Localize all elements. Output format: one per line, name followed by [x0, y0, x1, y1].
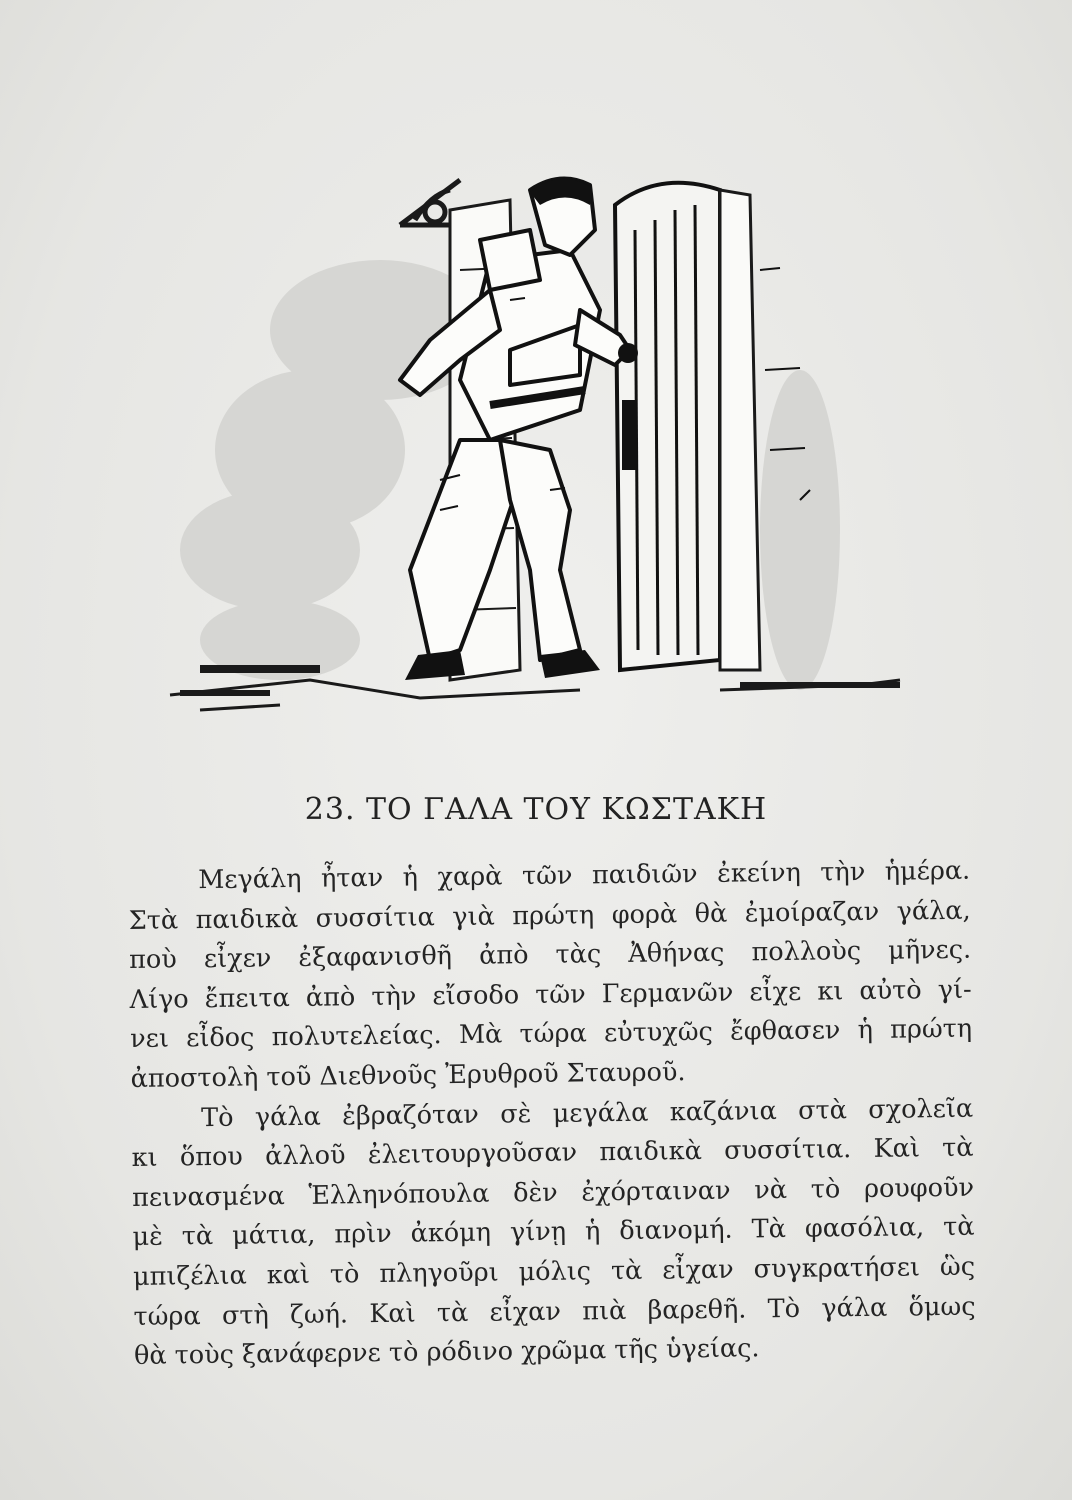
text-line: Τὸ γάλα ἐβραζόταν σὲ μεγάλα καζάνια στὰ σχολεῖα [200, 1093, 974, 1133]
text-line: θὰ τοὺς ξανάφερνε τὸ ρόδινο χρῶμα τῆς ὑγείας. [133, 1333, 760, 1372]
soldier-doorway-illustration-icon [160, 150, 940, 730]
text-line: πεινασμένα Ἑλληνόπουλα δὲν ἐχόρταιναν νὰ τὸ ρουφοῦν [131, 1172, 975, 1213]
chapter-illustration [160, 150, 940, 730]
text-line: μπιζέλια καὶ τὸ πληγοῦρι μόλις τὰ εἶχαν συγκρατήσει ὣς [132, 1251, 976, 1292]
text-line: νει εἶδος πολυτελείας. Μὰ τώρα εὐτυχῶς ἔφθασεν ἡ πρώτη [129, 1014, 973, 1055]
text-line: Στὰ παιδικὰ συσσίτια γιὰ πρώτη φορὰ θὰ ἐμοίραζαν γάλα, [128, 895, 971, 936]
text-line: κι ὅπου ἀλλοῦ ἐλειτουργοῦσαν παιδικὰ συσσίτια. Καὶ τὰ [131, 1132, 974, 1174]
chapter-title: 23. ΤΟ ΓΑΛΑ ΤΟΥ ΚΩΣΤΑΚΗ [304, 792, 768, 827]
text-line: ἀποστολὴ τοῦ Διεθνοῦς Ἐρυθροῦ Σταυροῦ. [130, 1057, 686, 1094]
text-line: Λίγο ἔπειτα ἀπὸ τὴν εἴσοδο τῶν Γερμανῶν εἶχε κι αὐτὸ γί- [129, 974, 972, 1015]
text-line: τώρα στὴ ζωή. Καὶ τὰ εἶχαν πιὰ βαρεθῆ. Τὸ γάλα ὅμως [133, 1291, 976, 1332]
text-line: Μεγάλη ἦταν ἡ χαρὰ τῶν παιδιῶν ἐκείνη τὴν ἡμέρα. [198, 855, 971, 896]
text-line: ποὺ εἶχεν ἐξαφανισθῆ ἀπὸ τὰς Ἀθήνας πολλοὺς μῆνες. [129, 934, 972, 976]
chapter-body-text [128, 852, 976, 1377]
text-line: μὲ τὰ μάτια, πρὶν ἀκόμη γίνῃ ἡ διανομή. Τὰ φασόλια, τὰ [132, 1212, 975, 1253]
